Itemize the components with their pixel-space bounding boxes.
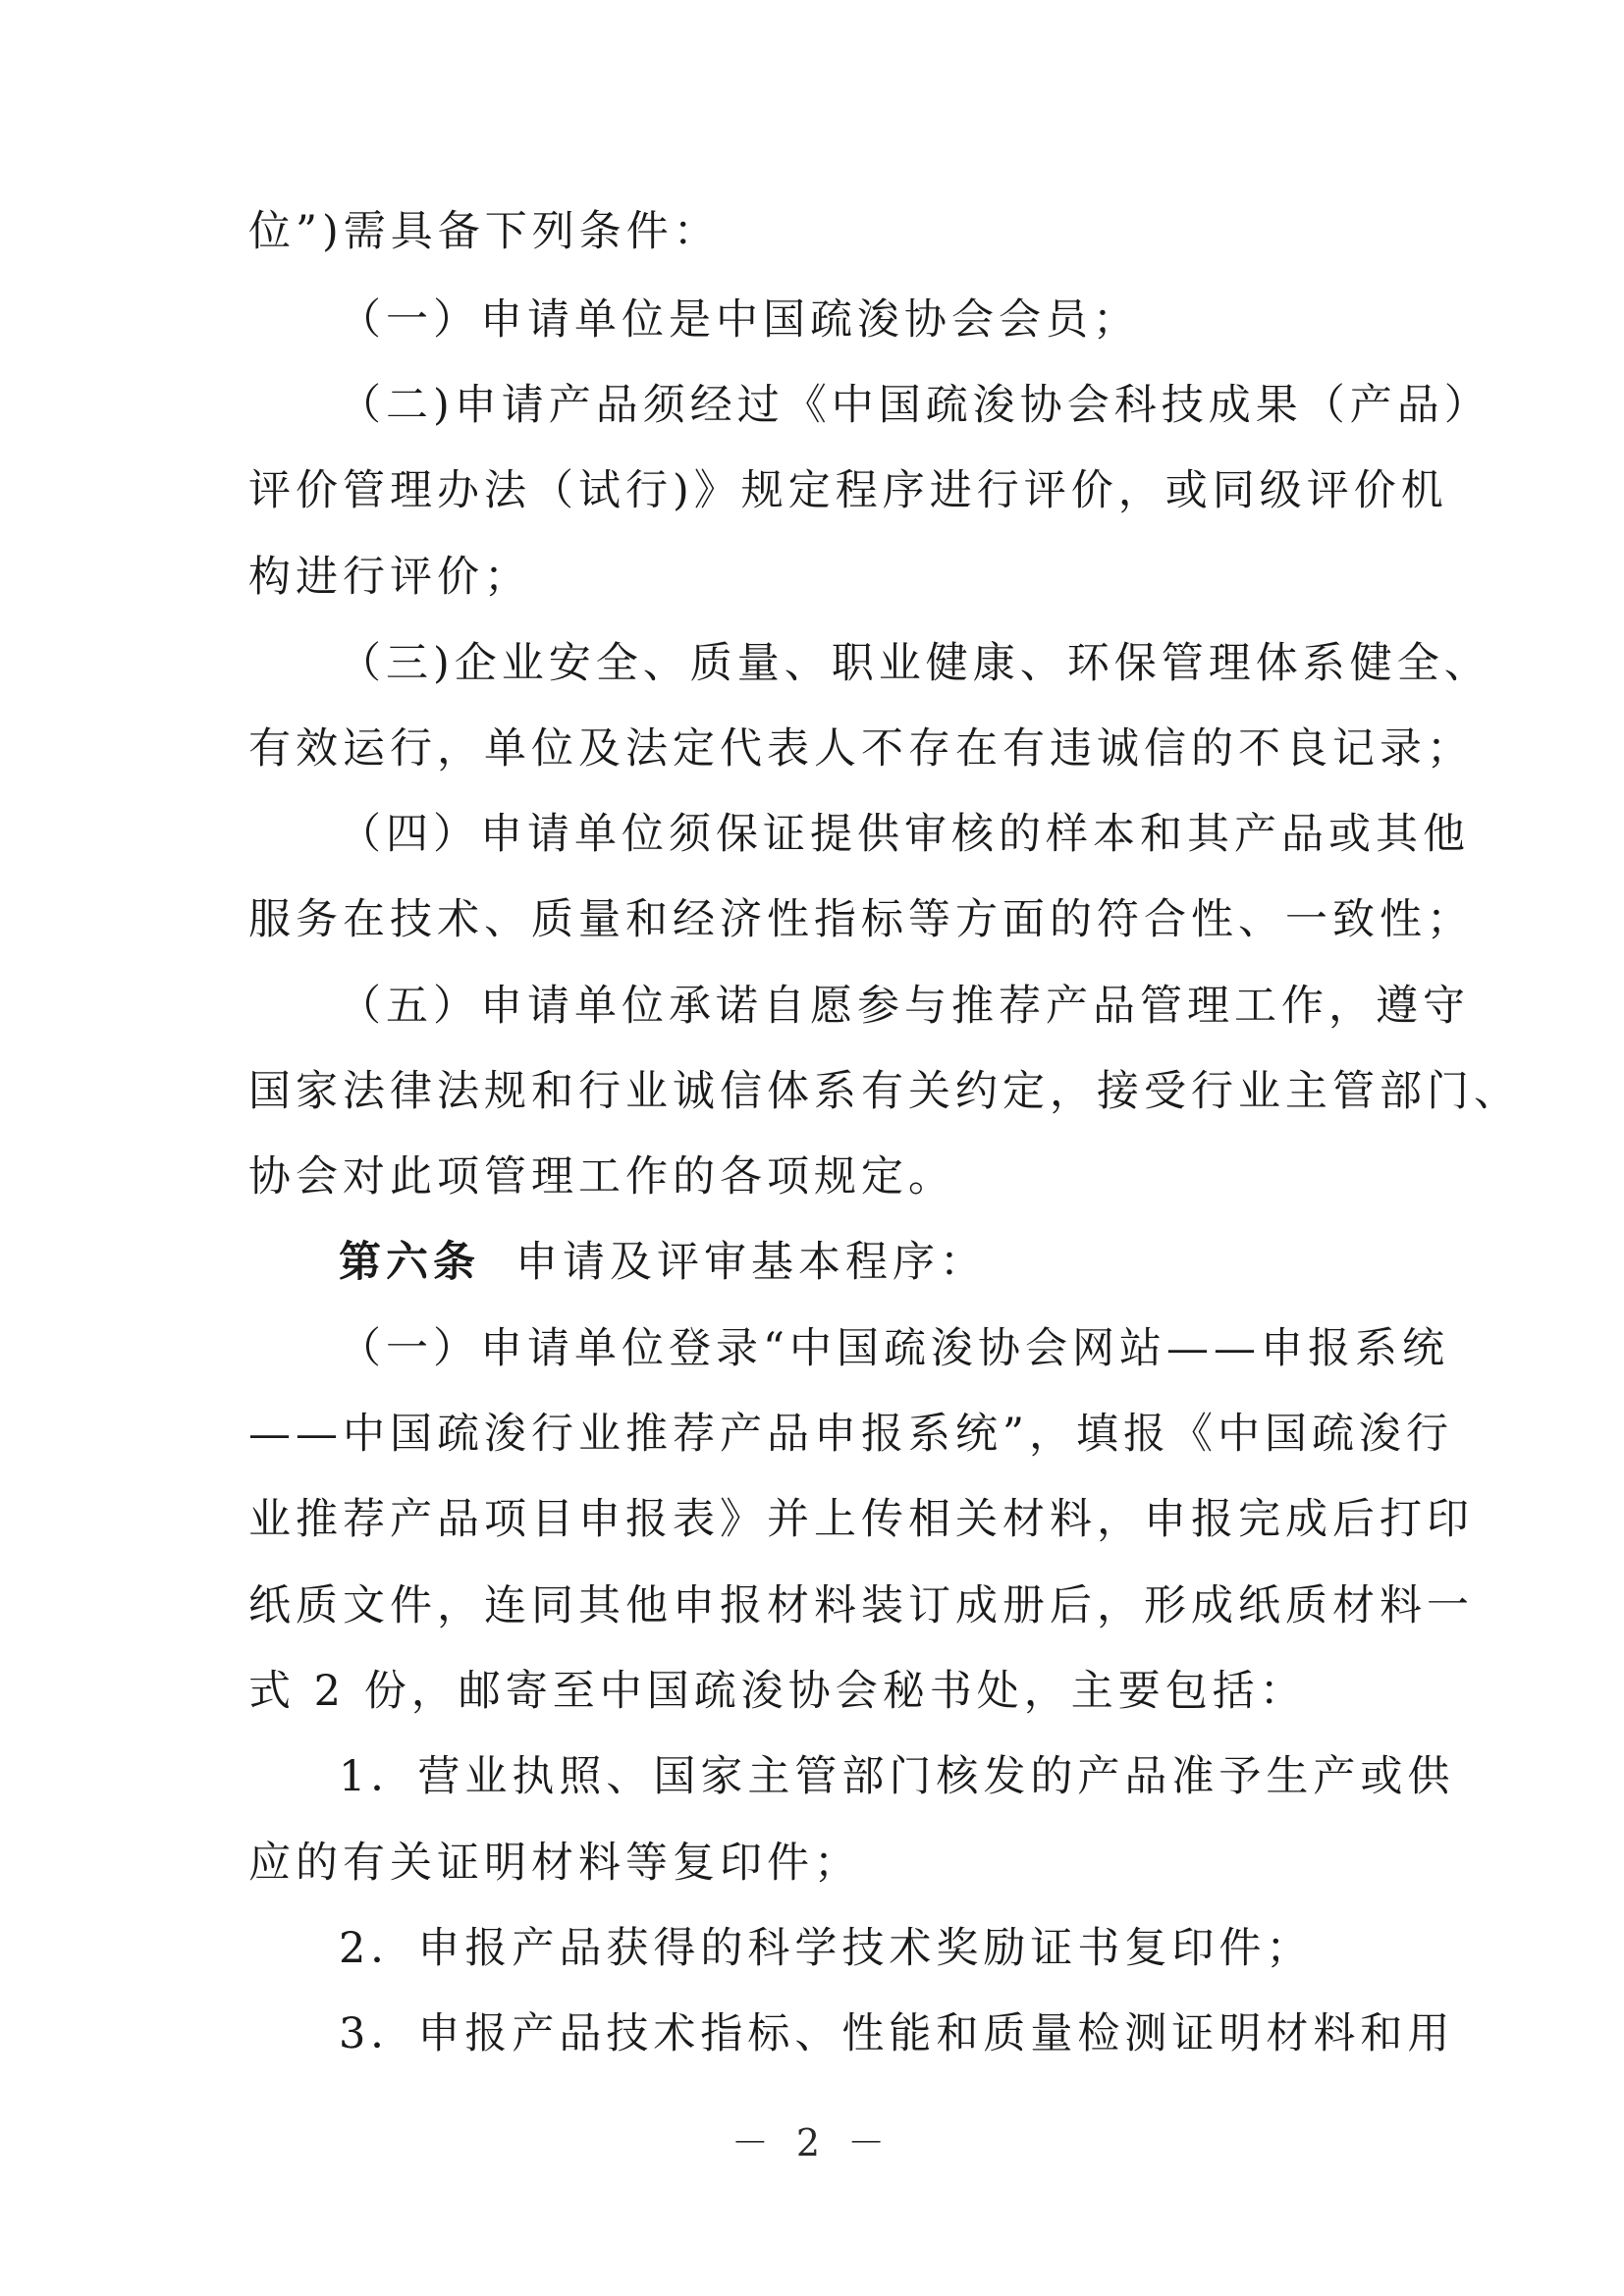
article-line [339,1233,1387,1292]
text-line: 3．申报产品技术指标、性能和质量检测证明材料和用 [339,2009,1455,2058]
text-line: 纸质文件，连同其他申报材料装订成册后，形成纸质材料一 [248,1581,1474,1630]
text-line: （二)申请产品须经过《中国疏浚协会科技成果（产品） [339,381,1491,430]
text-line: （三)企业安全、质量、职业健康、环保管理体系健全、 [339,639,1491,688]
text-line: （一）申请单位登录“中国疏浚协会网站——申报系统 [339,1324,1449,1373]
article-text: 申请及评审基本程序： [515,1238,987,1287]
text-line: 应的有关证明材料等复印件； [248,1839,861,1888]
text-line: 国家法律法规和行业诚信体系有关约定，接受行业主管部门、 [248,1067,1521,1116]
text-line: 式 2 份，邮寄至中国疏浚协会秘书处，主要包括： [248,1667,1307,1716]
article-heading: 第六条 [339,1238,480,1287]
text-line: 构进行评价； [248,553,531,602]
text-line: ——中国疏浚行业推荐产品申报系统”，填报《中国疏浚行 [248,1410,1453,1459]
text-line: 2．申报产品获得的科学技术奖励证书复印件； [339,1924,1314,1973]
text-line: （一）申请单位是中国疏浚协会会员； [339,295,1140,345]
text-line: 服务在技术、质量和经济性指标等方面的符合性、一致性； [248,895,1474,944]
text-line: 协会对此项管理工作的各项规定。 [248,1152,955,1201]
text-line: 有效运行，单位及法定代表人不存在有违诚信的不良记录； [248,724,1474,774]
text-line: （四）申请单位须保证提供审核的样本和其产品或其他 [339,810,1470,859]
text-line: （五）申请单位承诺自愿参与推荐产品管理工作，遵守 [339,982,1470,1031]
text-line: 位”)需具备下列条件： [248,207,721,256]
text-line: 1．营业执照、国家主管部门核发的产品准予生产或供 [339,1752,1455,1801]
page-number: － 2 － [731,2121,893,2164]
text-line: 评价管理办法（试行)》规定程序进行评价，或同级评价机 [248,466,1448,515]
text-line: 业推荐产品项目申报表》并上传相关材料，申报完成后打印 [248,1495,1474,1544]
